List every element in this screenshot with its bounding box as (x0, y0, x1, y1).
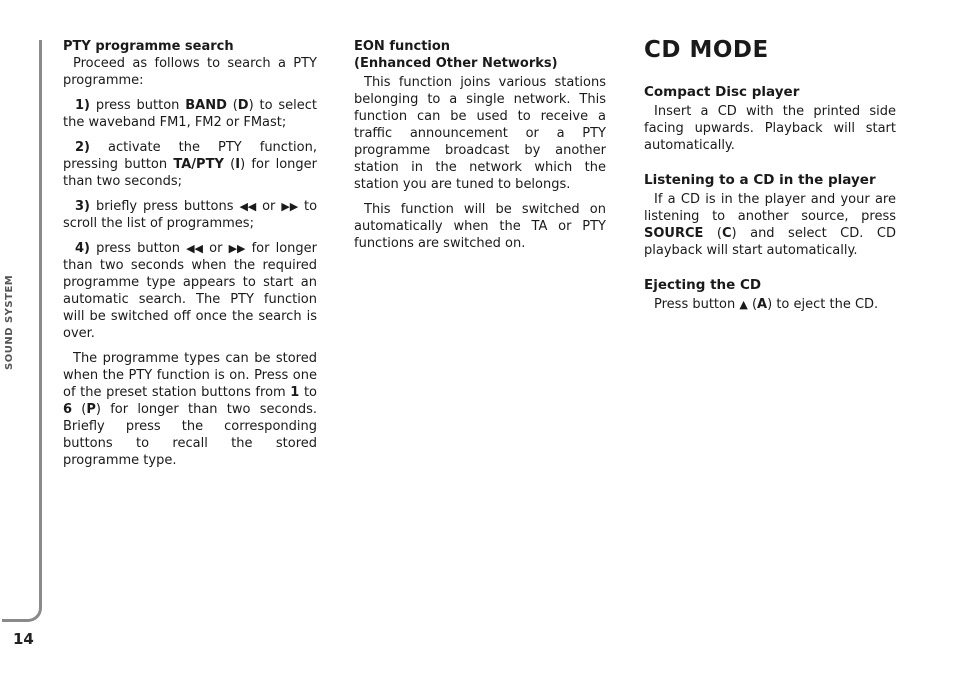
pty-step-3: 3) briefly press buttons ◀◀ or ▶▶ to scroll the list of programmes; (63, 199, 318, 231)
eon-paragraph-2: This function will be switched on automatically when the TA or PTY functions are switched on. (354, 202, 606, 251)
cd-eject-paragraph: Press button ▲ (A) to eject the CD. (654, 297, 879, 312)
forward-icon: ▶▶ (228, 242, 246, 255)
forward-icon: ▶▶ (281, 200, 298, 213)
cd-mode-title: CD MODE (644, 37, 769, 63)
cd-player-paragraph: Insert a CD with the printed side facing upwards. Playback will start automatically. (644, 104, 896, 153)
pty-step-2: 2) activate the PTY function, pressing button TA/PTY (I) for longer than two seconds; (63, 140, 317, 189)
rewind-icon: ◀◀ (239, 200, 257, 213)
pty-step-1: 1) press button BAND (D) to select the waveband FM1, FM2 or FMast; (63, 98, 318, 130)
cd-eject-heading: Ejecting the CD (644, 277, 762, 293)
page-number: 14 (13, 630, 34, 648)
pty-heading: PTY programme search (63, 39, 234, 54)
pty-store-paragraph: The programme types can be stored when the PTY function is on. Press one of the preset station buttons from 1 to 6 (P) for longer than two seconds. Briefly press the corresponding buttons to recall the stored programme type. (63, 351, 317, 468)
eon-paragraph-1: This function joins various stations belonging to a single network. This function can be used to receive a traffic announcement or a PTY programme broadcast by another station in the network which the station you are tuned to belongs. (354, 75, 606, 192)
column-eon (354, 38, 606, 260)
cd-player-heading: Compact Disc player (644, 84, 800, 100)
pty-step-4: 4) press button ◀◀ or ▶▶ for longer than two seconds when the required programme type appears to start an automatic search. The PTY function will be switched off once the search is over. (63, 241, 318, 341)
column-cd-mode (644, 38, 896, 321)
cd-listening-heading: Listening to a CD in the player (644, 172, 876, 188)
eject-icon: ▲ (739, 298, 748, 311)
section-label: SOUND SYSTEM (4, 274, 15, 370)
rewind-icon: ◀◀ (186, 242, 204, 255)
eon-heading: EON function (354, 39, 451, 54)
cd-listening-paragraph: If a CD is in the player and your are listening to another source, press SOURCE (C) and select CD. CD playback will start automatically. (644, 192, 896, 258)
column-pty-search (63, 38, 317, 477)
eon-subheading: (Enhanced Other Networks) (354, 56, 558, 71)
pty-intro: Proceed as follows to search a PTY programme: (63, 56, 317, 88)
